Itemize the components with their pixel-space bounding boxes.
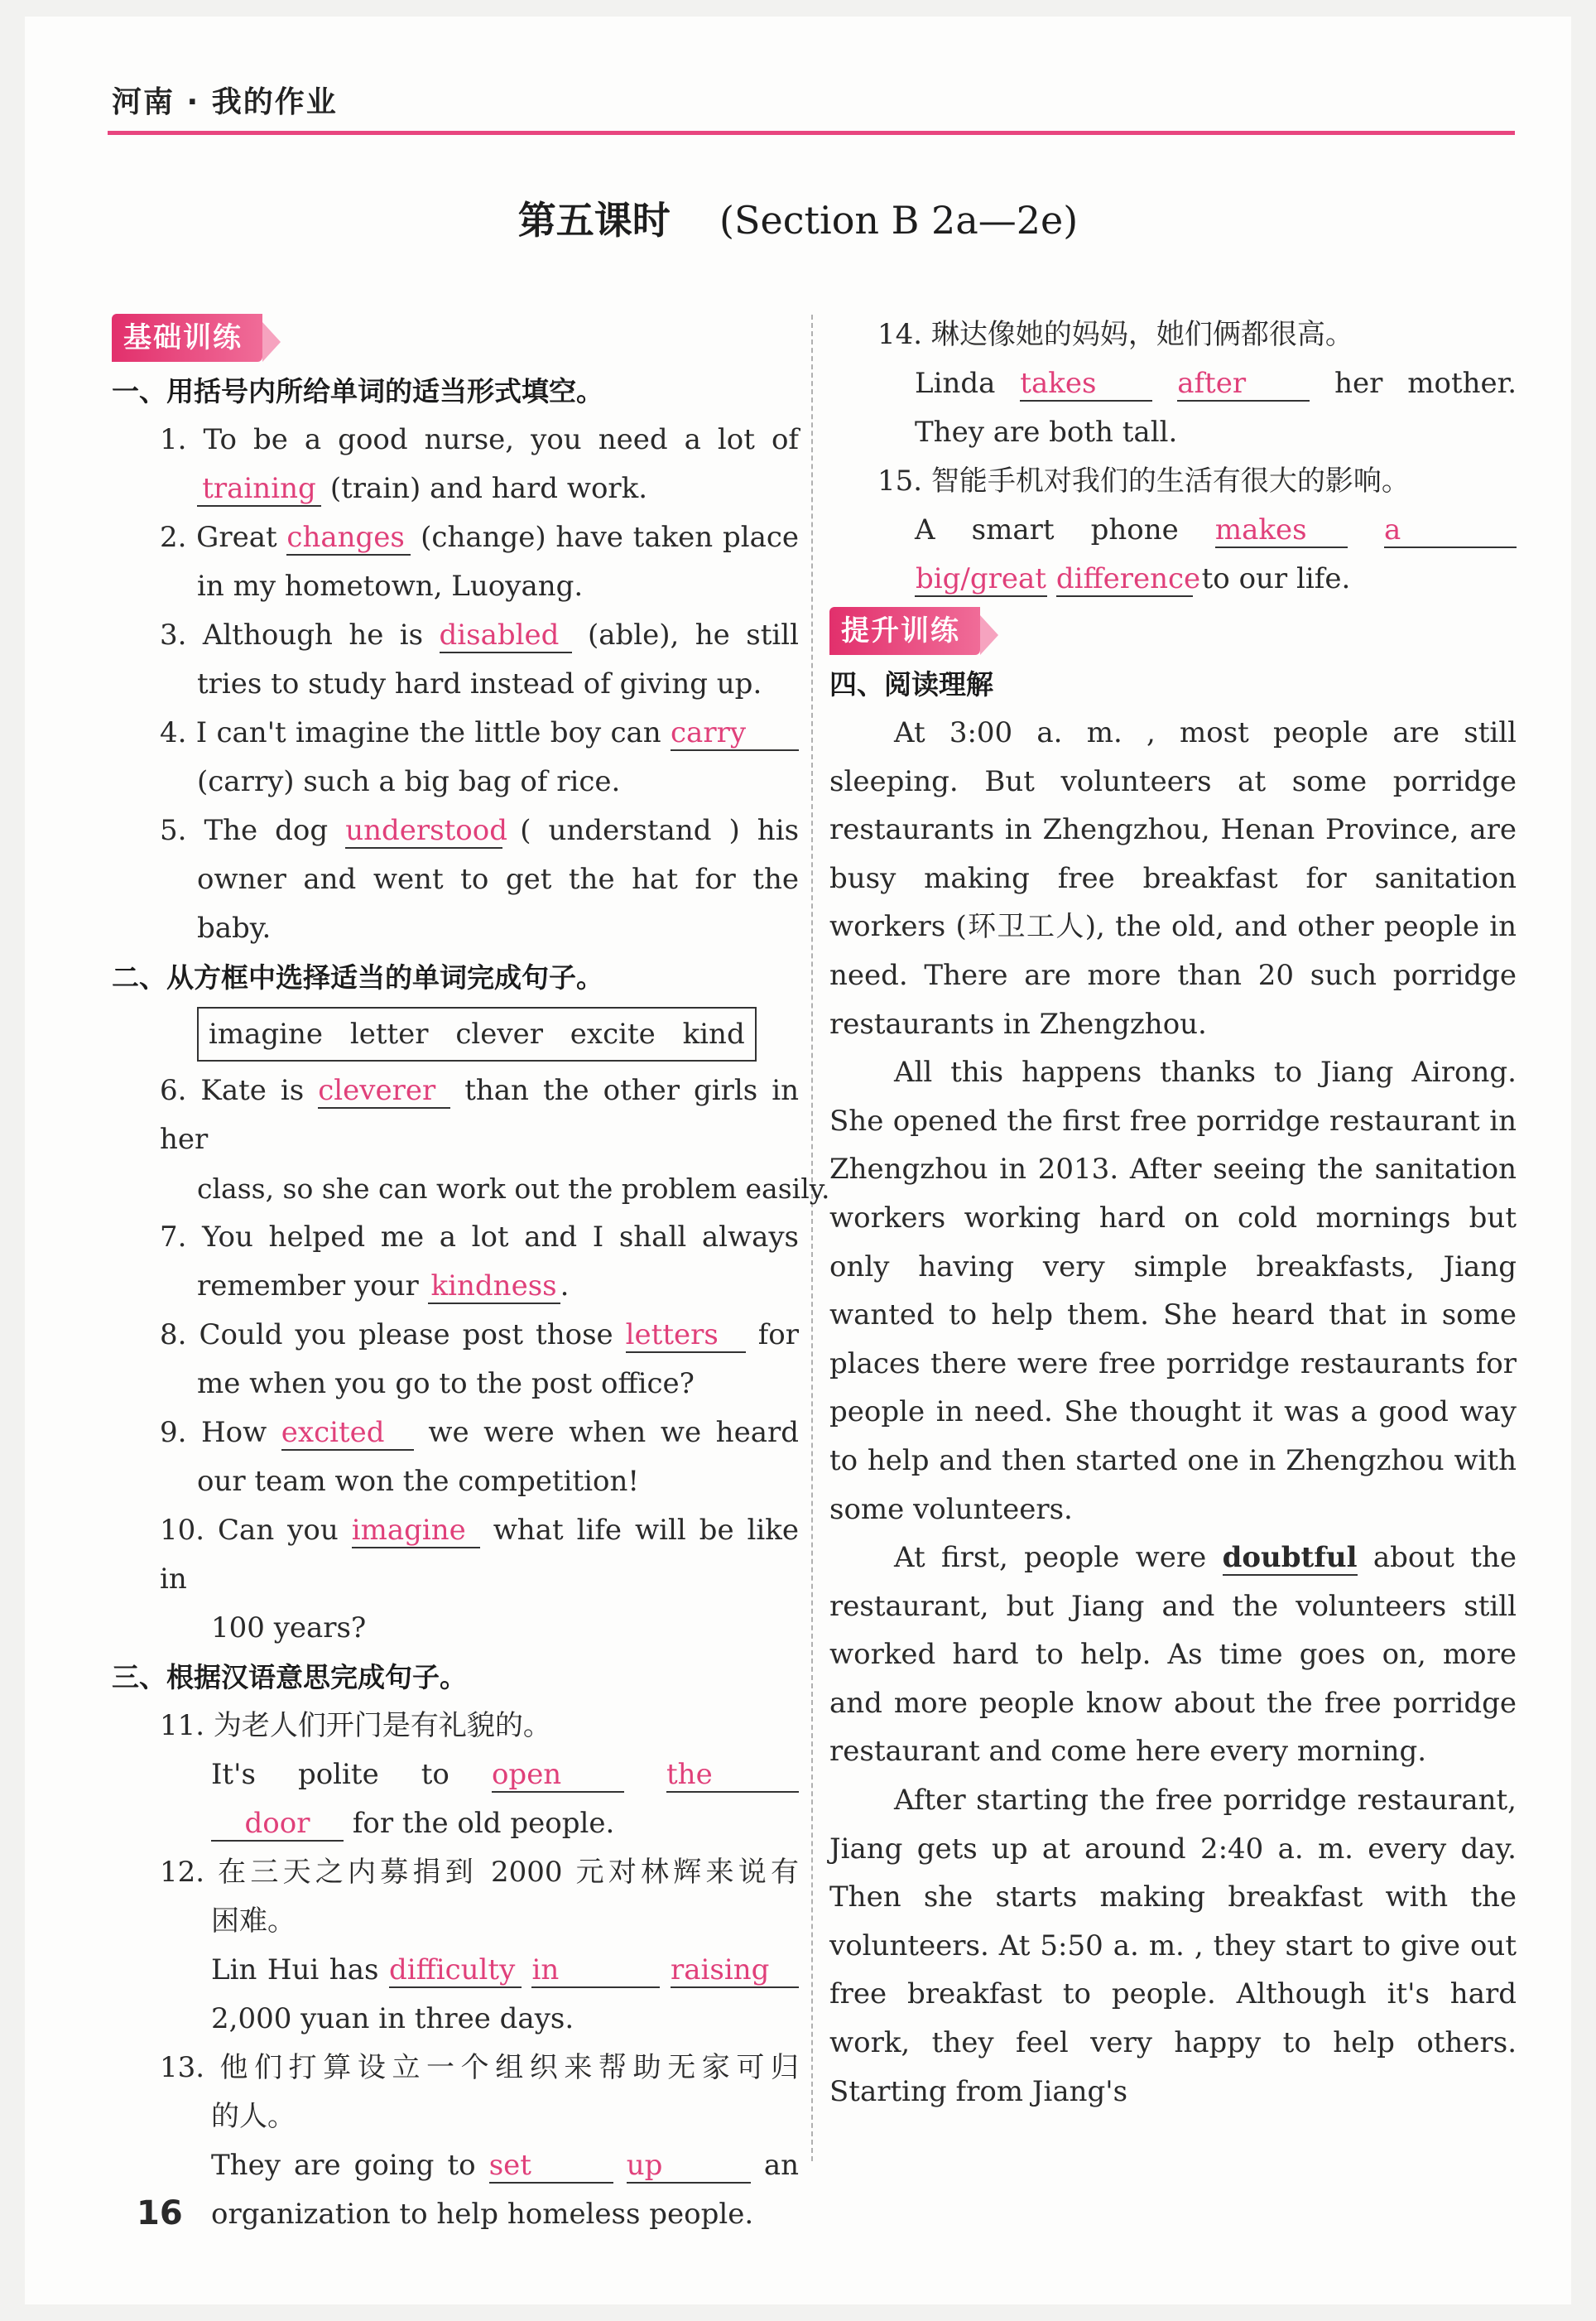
section-2-heading: 二、从方框中选择适当的单词完成句子。 <box>112 961 603 994</box>
header-rule <box>108 131 1515 135</box>
q3-rest: (able), he still <box>587 619 799 652</box>
q13-chinese: 13. 他们打算设立一个组织来帮助无家可归 <box>160 2051 799 2084</box>
q12-line2: 2,000 yuan in three days. <box>211 2002 574 2035</box>
q5-line2: owner and went to get the hat for the <box>197 863 799 896</box>
q8-line1 <box>112 1311 799 1360</box>
reading-p3-start: At first, people were <box>894 1541 1207 1575</box>
page-number: 16 <box>137 2194 183 2232</box>
q13-rest: an <box>763 2149 799 2182</box>
q13-start: They are going to <box>211 2149 476 2182</box>
q15-line2 <box>829 555 1517 604</box>
reading-keyword-doubtful: doubtful <box>1222 1541 1358 1575</box>
lesson-title-cn: 第五课时 <box>517 198 671 243</box>
q14-start: Linda <box>915 367 996 400</box>
reading-paragraph-4 <box>829 1776 1517 2116</box>
q13-answer-1: set <box>489 2149 613 2184</box>
lesson-title <box>0 190 1596 245</box>
q14-rest: her mother. <box>1334 367 1517 400</box>
q7-answer: kindness <box>428 1269 560 1304</box>
q3-start: 3. Although he is <box>160 619 424 652</box>
section-4-heading: 四、阅读理解 <box>829 668 993 701</box>
q3-line2: tries to study hard instead of giving up. <box>197 667 762 701</box>
lesson-title-en: (Section B 2a—2e) <box>719 198 1079 243</box>
q15-line1 <box>829 506 1517 555</box>
q15-rest: to our life. <box>1201 562 1351 595</box>
q8-rest: for <box>757 1318 799 1351</box>
q15-answer-2: a <box>1384 513 1517 548</box>
q14-line2: They are both tall. <box>915 416 1178 449</box>
q11-rest: for the old people. <box>352 1807 615 1840</box>
q11-line1 <box>112 1750 799 1799</box>
q6-start: 6. Kate is <box>160 1074 305 1107</box>
q1-line1: 1. To be a good nurse, you need a lot of <box>160 423 799 456</box>
word-box: imagine letter clever excite kind <box>197 1007 757 1062</box>
q11-chinese: 11. 为老人们开门是有礼貌的。 <box>160 1709 551 1742</box>
q2-start: 2. Great <box>160 521 277 554</box>
q15-chinese: 15. 智能手机对我们的生活有很大的影响。 <box>877 465 1410 498</box>
q1-line2 <box>112 465 799 513</box>
column-divider <box>811 315 813 2161</box>
q6-line2: class, so she can work out the problem easily. <box>197 1173 830 1205</box>
q9-start: 9. How <box>160 1416 267 1449</box>
q10-line1 <box>112 1506 799 1604</box>
q8-start: 8. Could you please post those <box>160 1318 613 1351</box>
q13-chinese-2: 的人。 <box>211 2100 296 2133</box>
q13-line1 <box>112 2141 799 2190</box>
reading-paragraph-1 <box>829 709 1517 1048</box>
q11-start: It's polite to <box>211 1758 449 1791</box>
reading-p3-rest: about the restaurant, but Jiang and the volunteers still worked hard to help. As time goes on, more and more people know about the free porridge restaurant and come here every morning. <box>829 1541 1517 1769</box>
q2-line2: in my hometown, Luoyang. <box>197 570 584 603</box>
section-1-heading: 一、用括号内所给单词的适当形式填空。 <box>112 375 603 407</box>
reading-p4-text: After starting the free porridge restaurant, Jiang gets up at around 2:40 a. m. every day. Then she starts making breakfast with the volunteers. At 5:50 a. m. , they start to give out free breakfast to people. Although it's hard work, they feel very happy to help others. Starting from Jiang's <box>829 1784 1517 2108</box>
q9-line1 <box>112 1408 799 1457</box>
q10-line2: 100 years? <box>211 1611 367 1644</box>
q5-line3: baby. <box>197 912 272 945</box>
banner-advanced-training: 提升训练 <box>829 607 980 655</box>
q10-rest: what life will be like in <box>160 1514 799 1596</box>
section-3-heading: 三、根据汉语意思完成句子。 <box>112 1661 467 1693</box>
q8-line2: me when you go to the post office? <box>197 1367 695 1400</box>
q3-line1 <box>112 611 799 660</box>
q4-start: 4. I can't imagine the little boy can <box>160 716 661 749</box>
reading-p1-text: At 3:00 a. m. , most people are still sleeping. But volunteers at some porridge restaurants in Zhengzhou, Henan Province, are busy making free breakfast for sanitation workers (环卫工人), the old, and other people in need. There are more than 20 such porridge restaurants in Zhengzhou. <box>829 716 1517 1041</box>
q11-answer-2: the <box>666 1758 799 1793</box>
reading-paragraph-2 <box>829 1048 1517 1534</box>
q13-line2: organization to help homeless people. <box>211 2198 754 2231</box>
left-column <box>112 311 830 2239</box>
q5-line1 <box>112 807 799 855</box>
q12-answer-1: difficulty <box>389 1953 522 1988</box>
q9-rest: we were when we heard <box>428 1416 799 1449</box>
q1-answer: training <box>197 472 321 507</box>
q15-answer-3: big/great <box>916 562 1046 595</box>
q8-answer: letters <box>626 1318 746 1353</box>
q6-answer: cleverer <box>318 1074 450 1109</box>
q11-answer-1: open <box>492 1758 624 1793</box>
q2-answer: changes <box>286 521 411 556</box>
q6-line1 <box>112 1067 799 1164</box>
q10-start: 10. Can you <box>160 1514 339 1547</box>
q5-rest: ( understand ) his <box>520 814 800 847</box>
q15-answer-1: makes <box>1215 513 1348 548</box>
q9-line2: our team won the competition! <box>197 1465 640 1498</box>
q12-chinese: 12. 在三天之内募捐到 2000 元对林辉来说有 <box>160 1856 799 1889</box>
reading-p2-text: All this happens thanks to Jiang Airong. She opened the first free porridge restaurant in Zhengzhou in 2013. After seeing the sanitation workers working hard on cold mornings but only having very simple breakfasts, Jiang wanted to help them. She heard that in some places there were free porridge restaurants for people in need. She thought it was a good way to help and then started one in Zhengzhou with some volunteers. <box>829 1056 1517 1526</box>
q12-line1 <box>112 1946 799 1995</box>
reading-paragraph-3 <box>829 1534 1517 1776</box>
q14-chinese: 14. 琳达像她的妈妈，她们俩都很高。 <box>877 318 1353 351</box>
q7-line2 <box>112 1262 799 1311</box>
q7-start: remember your <box>197 1269 419 1303</box>
q15-start: A smart phone <box>915 513 1179 547</box>
q14-line1 <box>829 359 1517 408</box>
q5-start: 5. The dog <box>160 814 329 847</box>
q12-start: Lin Hui has <box>211 1953 379 1986</box>
running-header: 河南 · 我的作业 <box>112 85 338 119</box>
q2-line1 <box>112 513 799 562</box>
q9-answer: excited <box>281 1416 414 1451</box>
q12-chinese-2: 困难。 <box>211 1904 296 1938</box>
q4-answer: carry <box>671 716 799 751</box>
q6-rest: than the other girls in her <box>160 1074 799 1156</box>
q4-line2: (carry) such a big bag of rice. <box>197 765 621 798</box>
q7-line1: 7. You helped me a lot and I shall always <box>160 1221 799 1254</box>
q5-answer: understood <box>345 814 507 847</box>
q11-answer-3: door <box>211 1807 344 1842</box>
q2-rest: (change) have taken place <box>421 521 800 554</box>
q14-answer-2: after <box>1177 367 1310 402</box>
q10-answer: imagine <box>352 1514 480 1548</box>
banner-basic-training: 基础训练 <box>112 314 262 362</box>
q1-rest: (train) and hard work. <box>329 472 648 505</box>
q12-answer-3: raising <box>671 1953 799 1988</box>
q15-answer-4: difference <box>1055 562 1201 595</box>
q11-line2 <box>112 1799 799 1848</box>
q3-answer: disabled <box>440 619 572 653</box>
q7-period: . <box>560 1269 570 1303</box>
q4-line1 <box>112 709 799 758</box>
q13-answer-2: up <box>627 2149 751 2184</box>
right-column <box>829 311 1517 2116</box>
q12-answer-2: in <box>531 1953 660 1988</box>
q14-answer-1: takes <box>1020 367 1152 402</box>
